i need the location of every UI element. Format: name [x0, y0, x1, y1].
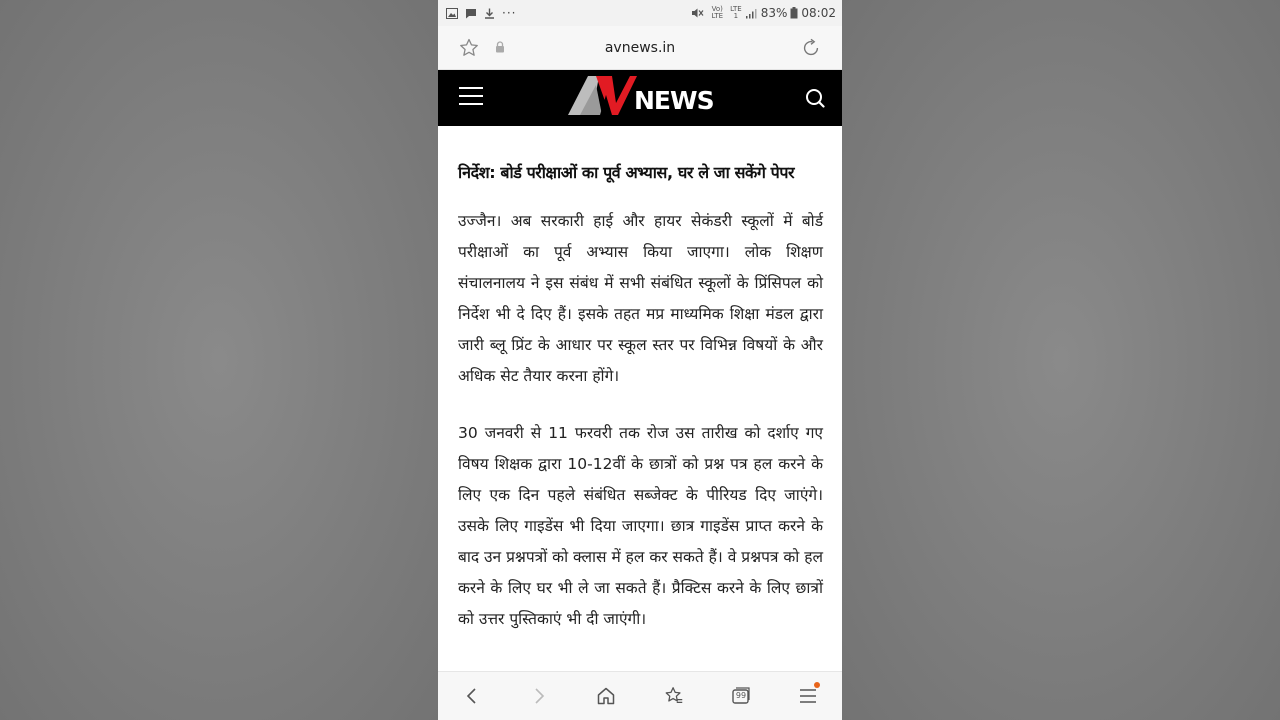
site-logo[interactable]	[566, 73, 714, 119]
chevron-right-icon	[529, 686, 549, 706]
tabs-count: 99	[735, 691, 747, 700]
left-backdrop	[0, 0, 438, 720]
lock-icon[interactable]	[495, 41, 505, 53]
site-header	[438, 70, 842, 126]
status-bar	[438, 0, 842, 26]
lte-bottom: 1	[733, 12, 739, 20]
home-icon	[596, 686, 616, 706]
clock: 08:02	[801, 6, 836, 20]
volte-top: Vo)	[711, 5, 723, 13]
menu-button[interactable]	[793, 681, 823, 711]
more-notifications-icon: ···	[502, 6, 517, 20]
lte-top: LTE	[730, 5, 742, 13]
bookmarks-button[interactable]	[659, 681, 689, 711]
phone-screen	[438, 0, 842, 720]
notification-dot	[814, 682, 820, 688]
bookmarks-star-icon	[663, 685, 685, 707]
home-button[interactable]	[591, 681, 621, 711]
article-paragraph: 30 जनवरी से 11 फरवरी तक रोज उस तारीख को दर्शाए गए विषय शिक्षक द्वारा 10-12वीं के छात्रों को प्रश्न पत्र हल करने के लिए एक दिन पहले संबंधित सब्जेक्ट के पीरियड दिए जाएंगे। उसके लिए गाइडेंस भी दिया जाएगा। छात्र गाइडेंस प्राप्त करने के बाद उन प्रश्नपत्रों को क्लास में हल कर सकते हैं। वे प्रश्नपत्र को हल करने के लिए घर भी ले जा सकते हैं। प्रैक्टिस करने के लिए छात्रों को उत्तर पुस्तिकाएं भी दी जाएंगी।	[458, 424, 823, 628]
url-text[interactable]: avnews.in	[604, 39, 676, 56]
signal-icon	[745, 8, 757, 19]
bookmark-star-icon[interactable]	[458, 37, 480, 59]
browser-bottom-toolbar	[438, 671, 842, 720]
right-backdrop	[842, 0, 1280, 720]
back-button[interactable]	[457, 681, 487, 711]
reload-icon[interactable]	[800, 37, 822, 59]
battery-icon	[790, 7, 798, 19]
volte-bottom: LTE	[711, 12, 724, 20]
av-logo-mark-icon	[566, 73, 638, 119]
search-icon[interactable]	[805, 88, 825, 108]
battery-percent: 83%	[760, 6, 788, 20]
gallery-icon	[446, 8, 458, 19]
article-headline: निर्देश: बोर्ड परीक्षाओं का पूर्व अभ्यास, घर ले जा सकेंगे पेपर	[458, 163, 795, 182]
message-icon	[465, 8, 477, 19]
tabs-button[interactable]	[726, 681, 756, 711]
logo-text: NEWS	[634, 85, 714, 115]
hamburger-menu-icon	[799, 688, 817, 704]
article-paragraph: उज्जैन। अब सरकारी हाई और हायर सेकंडरी स्कूलों में बोर्ड परीक्षाओं का पूर्व अभ्यास किया जाएगा। लोक शिक्षण संचालनालय ने इस संबंध में सभी संबंधित स्कूलों के प्रिंसिपल को निर्देश भी दे दिए हैं। इसके तहत मप्र माध्यमिक शिक्षा मंडल द्वारा जारी ब्लू प्रिंट के आधार पर स्कूल स्तर पर विभिन्न विषयों के और अधिक सेट तैयार करना होंगे।	[458, 212, 823, 385]
download-icon	[484, 8, 495, 19]
chevron-left-icon	[462, 686, 482, 706]
menu-icon[interactable]	[459, 87, 483, 111]
forward-button[interactable]	[524, 681, 554, 711]
lte-indicator	[730, 6, 742, 20]
mute-icon	[691, 7, 704, 19]
browser-address-bar	[438, 26, 842, 70]
article-body	[438, 160, 842, 635]
volte-indicator	[711, 6, 723, 20]
